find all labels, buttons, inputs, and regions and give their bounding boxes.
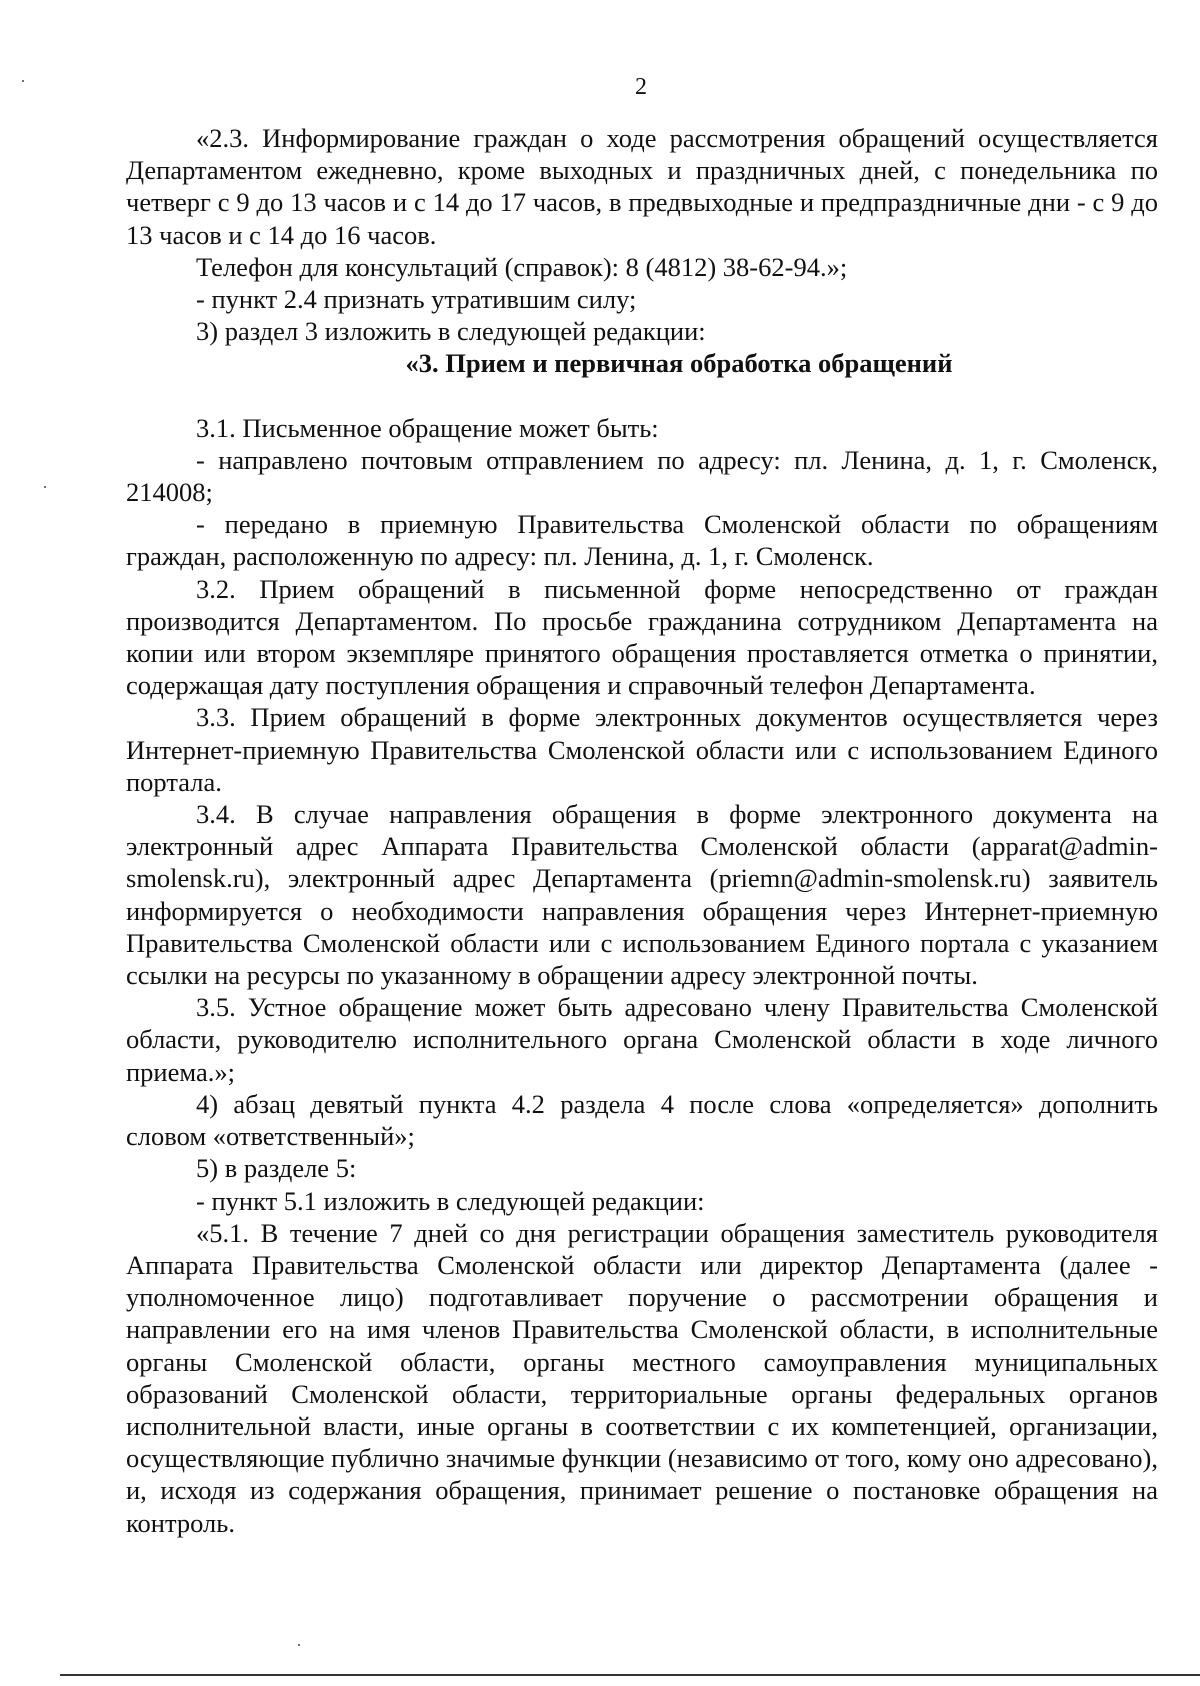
scan-speck [298, 1644, 300, 1646]
paragraph-3-2: 3.2. Прием обращений в письменной форме непосредственно от граждан производится Департаментом. По просьбе гражданина сотрудником Департамента на копии или втором экземпляре принятого обращения проставляется отметка о принятии, содержащая дату поступления обращения и справочный телефон Департамента. [126, 573, 1158, 701]
section-heading: «3. Прием и первичная обработка обращений [405, 348, 953, 379]
paragraph-gap [126, 380, 1158, 412]
paragraph-item-4: 4) абзац девятый пункта 4.2 раздела 4 после слова «определяется» дополнить словом «ответственный»; [126, 1088, 1158, 1152]
paragraph-3-1-post: - направлено почтовым отправлением по адресу: пл. Ленина, д. 1, г. Смоленск, 214008; [126, 444, 1158, 508]
paragraph-item-2-4: - пункт 2.4 признать утратившим силу; [196, 284, 637, 315]
paragraph-3-5: 3.5. Устное обращение может быть адресовано члену Правительства Смоленской области, руководителю исполнительного органа Смоленской области в ходе личного приема.»; [126, 992, 1158, 1087]
paragraph-phone: Телефон для консультаций (справок): 8 (4812) 38-62-94.»; [196, 251, 848, 282]
paragraph-3-1-reception: - передано в приемную Правительства Смоленской области по обращениям граждан, расположенную по адресу: пл. Ленина, д. 1, г. Смоленск. [126, 509, 1158, 572]
scan-edge-line [60, 1674, 1200, 1676]
paragraph-item-5-1-intro: - пункт 5.1 изложить в следующей редакции: [196, 1185, 705, 1216]
paragraph-5-1: «5.1. В течение 7 дней со дня регистрации обращения заместитель руководителя Аппарата Правительства Смоленской области или директор Департамента (далее - уполномоченное лицо) подготавливает поручение о рассмотрении обращения и направлении его на имя членов Правительства Смоленской области, в исполнительные органы Смоленской области, органы местного самоуправления муниципальных образований Смоленской области, территориальные органы федеральных органов исполнительной власти, иные органы в соответствии с их компетенцией, организации, осуществляющие публично значимые функции (независимо от того, кому оно адресовано), и, исходя из содержания обращения, принимает решение о постановке обращения на контроль. [126, 1217, 1158, 1538]
paragraph-section-3-intro: 3) раздел 3 изложить в следующей редакции: [196, 316, 706, 347]
scan-speck [44, 486, 46, 488]
paragraph-2-3: «2.3. Информирование граждан о ходе рассмотрения обращений осуществляется Департаментом ежедневно, кроме выходных и праздничных дней, с понедельника по четверг с 9 до 13 часов и с 14 до 17 часов, в предвыходные и предпраздничные дни - с 9 до 13 часов и с 14 до 16 часов. [126, 123, 1158, 250]
page-number: 2 [635, 74, 647, 100]
paragraph-3-3: 3.3. Прием обращений в форме электронных документов осуществляется через Интернет-приемную Правительства Смоленской области или с использованием Единого портала. [126, 702, 1158, 797]
scan-speck [22, 80, 24, 82]
paragraph-item-5: 5) в разделе 5: [196, 1153, 357, 1184]
paragraph-3-4: 3.4. В случае направления обращения в форме электронного документа на электронный адрес Аппарата Правительства Смоленской области (apparat@admin-smolensk.ru), электронный адрес Департамента (priemn@admin-smolensk.ru) заявитель информируется о необходимости направления обращения через Интернет-приемную Правительства Смоленской области или с использованием Единого портала с указанием ссылки на ресурсы по указанному в обращении адресу электронной почты. [126, 799, 1158, 991]
document-body [126, 122, 1158, 1539]
paragraph-3-1: 3.1. Письменное обращение может быть: [196, 412, 659, 443]
